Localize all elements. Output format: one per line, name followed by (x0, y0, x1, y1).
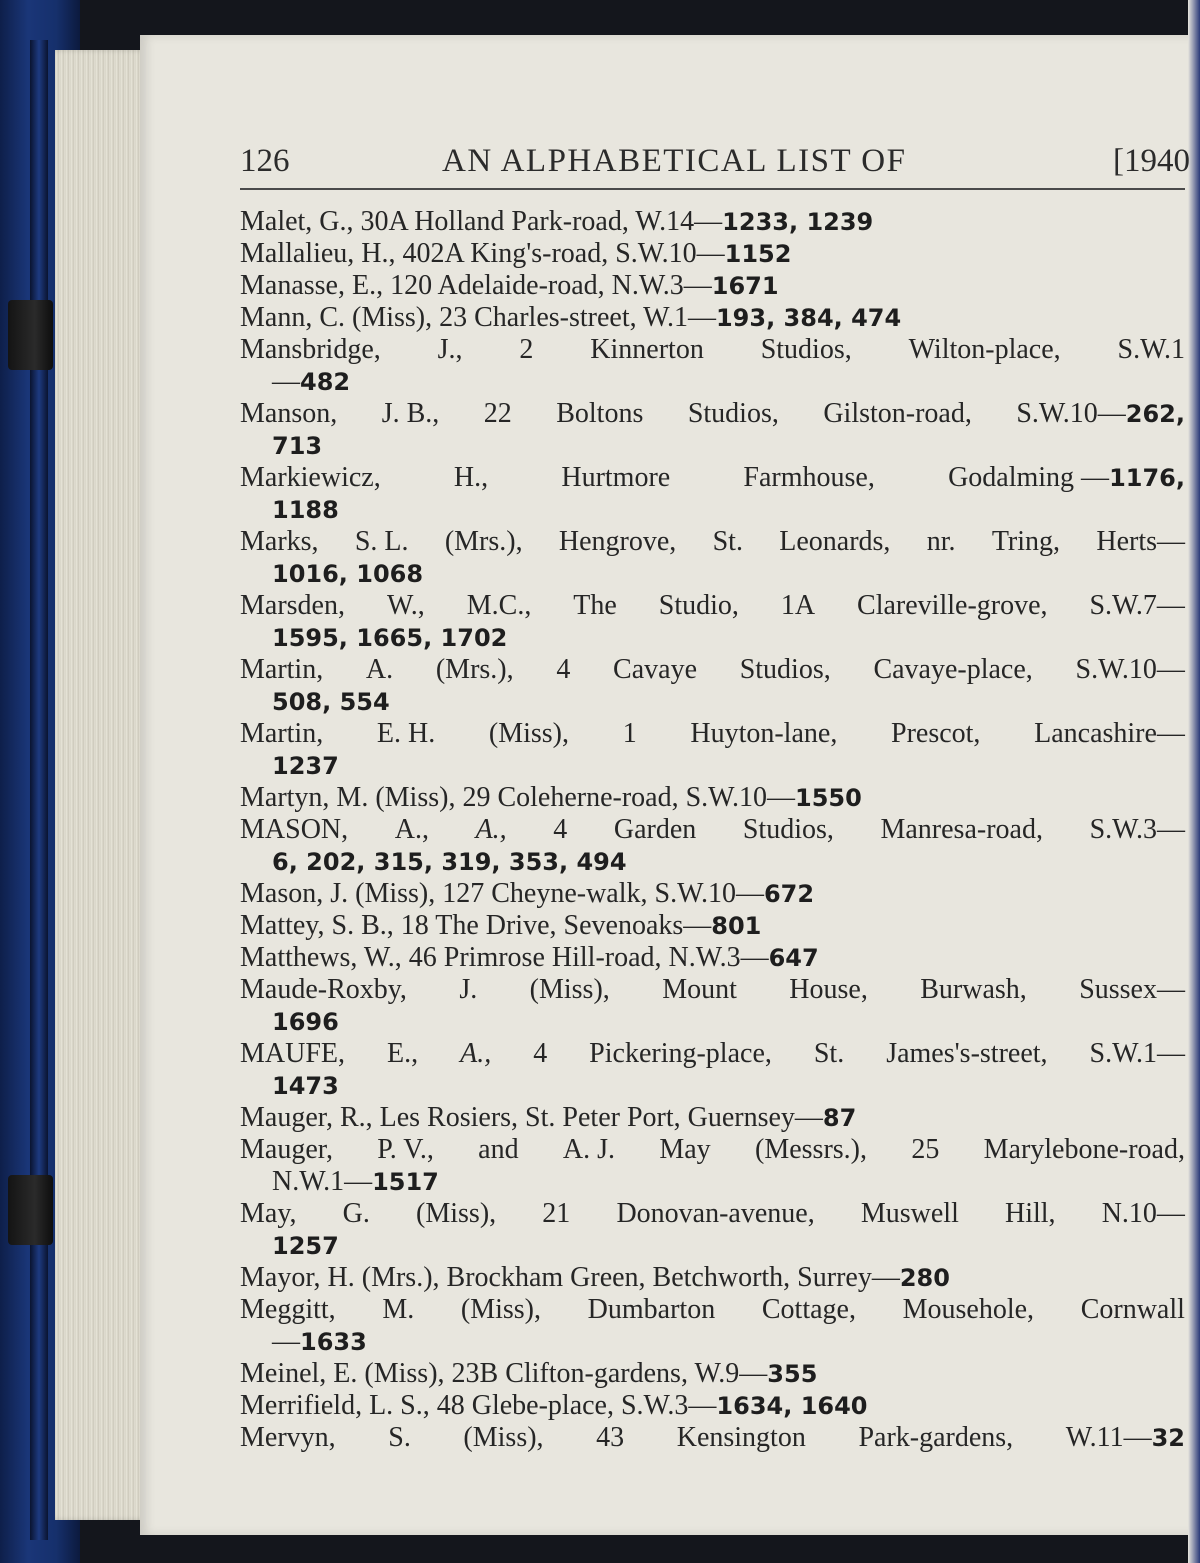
entry-text: E. H. (376, 718, 436, 749)
entry-text: Lancashire— (1034, 718, 1185, 749)
entry-text: Manasse, E., 120 Adelaide-road, N.W.3— (240, 270, 712, 301)
directory-entry (240, 1128, 1185, 1197)
entry-text: (Mrs.), (435, 654, 514, 685)
entry-text: nr. (926, 526, 956, 557)
entry-text: Mason, J. (Miss), 127 Cheyne-walk, S.W.10— (240, 878, 764, 909)
running-header (240, 139, 1190, 183)
entry-text: Park-gardens, (858, 1422, 1014, 1453)
directory-entry (240, 936, 1185, 973)
entry-line (240, 712, 1185, 749)
directory-entry (240, 200, 1185, 237)
entry-text: Marks, (240, 526, 319, 557)
entry-line (240, 648, 1185, 685)
entry-line (240, 1192, 1185, 1229)
entry-text: Cornwall (1080, 1294, 1185, 1325)
entry-text: A., (460, 1038, 492, 1069)
entry-text: Studios, (760, 334, 852, 365)
exhibit-numbers: 6, 202, 315, 319, 353, 494 (272, 848, 627, 876)
entry-text: M.C., (466, 590, 532, 621)
entry-line (240, 232, 1185, 269)
entry-text: 4 (553, 814, 568, 845)
entry-text: Martin, (240, 718, 324, 749)
entry-line (240, 936, 1185, 973)
entry-text: Studio, (658, 590, 739, 621)
entry-text: J., (437, 334, 463, 365)
directory-entry (240, 520, 1185, 588)
entry-text: S.W.1— (1089, 1038, 1185, 1069)
entry-line (240, 1256, 1185, 1293)
directory-entry (240, 968, 1185, 1036)
entry-text: Donovan-avenue, (616, 1198, 815, 1229)
page-fore-edge (55, 50, 150, 1520)
entry-text: Kinnerton (590, 334, 704, 365)
entry-line (240, 296, 1185, 333)
clip-tab-top (8, 300, 53, 370)
entry-text: Mount (662, 974, 737, 1005)
entry-line (240, 264, 1185, 301)
exhibit-numbers: 32 (1151, 1424, 1185, 1452)
entry-list (240, 200, 1185, 1453)
entry-text: A., (475, 814, 507, 845)
entry-text: Matthews, W., 46 Primrose Hill-road, N.W.3— (240, 942, 769, 973)
entry-text: (Miss), (529, 974, 610, 1005)
entry-text: MAUFE, (240, 1038, 346, 1069)
exhibit-numbers: 1633 (300, 1328, 367, 1356)
exhibit-numbers: 1233, 1239 (722, 208, 874, 236)
entry-text: Muswell (860, 1198, 959, 1229)
directory-entry (240, 1192, 1185, 1260)
entry-text: W., (386, 590, 425, 621)
entry-text: Maude-Roxby, (240, 974, 407, 1005)
entry-text: and (478, 1134, 519, 1165)
entry-text: 1A (780, 590, 816, 621)
entry-text: Markiewicz, (240, 462, 381, 493)
entry-text: (Miss), (460, 1294, 542, 1325)
entry-continuation-line (240, 840, 1185, 876)
entry-text: P. V., (377, 1134, 434, 1165)
entry-text: Dumbarton (587, 1294, 716, 1325)
entry-text: H., (453, 462, 489, 493)
entry-line (240, 520, 1185, 557)
exhibit-numbers: 1634, 1640 (716, 1392, 868, 1420)
entry-text: St. (712, 526, 743, 557)
entry-text: M. (382, 1294, 415, 1325)
entry-line (240, 872, 1185, 909)
entry-text: W.11—32 (1065, 1422, 1185, 1453)
page-title: AN ALPHABETICAL LIST OF (442, 143, 907, 179)
entry-text: (Mrs.), (444, 526, 523, 557)
entry-text: Studios, (739, 654, 831, 685)
entry-text: G. (342, 1198, 370, 1229)
entry-text: Tring, (991, 526, 1061, 557)
exhibit-numbers: 355 (767, 1360, 818, 1388)
entry-line (240, 1352, 1185, 1389)
entry-text: May, (240, 1198, 297, 1229)
exhibit-numbers: 280 (899, 1264, 950, 1292)
entry-text: The (573, 590, 617, 621)
exhibit-numbers: 1595, 1665, 1702 (272, 624, 508, 652)
entry-text: Clareville-grove, (857, 590, 1048, 621)
entry-text: James's-street, (886, 1038, 1048, 1069)
entry-text: Malet, G., 30A Holland Park-road, W.14— (240, 206, 723, 237)
entry-text: J. B., (381, 398, 440, 429)
entry-text: MASON, (240, 814, 349, 845)
entry-text: Herts— (1096, 526, 1185, 557)
entry-text: S. L. (354, 526, 409, 557)
directory-entry (240, 328, 1185, 397)
exhibit-numbers: 672 (763, 880, 815, 908)
entry-text: Burwash, (920, 974, 1027, 1005)
entry-line (240, 1128, 1185, 1165)
exhibit-numbers: 1257 (272, 1232, 339, 1260)
directory-entry (240, 712, 1185, 780)
entry-text: Mervyn, (240, 1422, 336, 1453)
entry-text: 21 (542, 1198, 571, 1229)
page-number: 126 (240, 143, 290, 179)
entry-text: S. (388, 1422, 411, 1453)
entry-text: Hurtmore (561, 462, 671, 493)
cover-edge (30, 40, 48, 1540)
directory-entry (240, 584, 1185, 652)
directory-entry (240, 904, 1185, 941)
directory-entry (240, 392, 1185, 460)
entry-text: Manresa-road, (880, 814, 1043, 845)
entry-text: (Miss), (416, 1198, 497, 1229)
entry-line (240, 904, 1185, 941)
exhibit-numbers: 262, (1125, 400, 1185, 428)
entry-text: Pickering-place, (589, 1038, 772, 1069)
exhibit-numbers: 1152 (724, 240, 792, 268)
year-label: [1940 (1113, 143, 1190, 179)
exhibit-numbers: 1188 (272, 496, 339, 524)
entry-text: St. (813, 1038, 845, 1069)
exhibit-numbers: 801 (711, 912, 762, 940)
directory-entry (240, 872, 1185, 909)
entry-line (240, 1032, 1185, 1069)
directory-entry (240, 808, 1185, 876)
entry-text: A. (365, 654, 394, 685)
directory-entry (240, 1352, 1185, 1389)
entry-text: — (272, 1326, 300, 1357)
directory-entry (240, 1096, 1185, 1133)
entry-text: Huyton-lane, (690, 718, 838, 749)
entry-line (240, 584, 1185, 621)
directory-entry (240, 1032, 1185, 1100)
entry-text: Mauger, R., Les Rosiers, St. Peter Port, Guernsey— (240, 1102, 823, 1133)
entry-text: N.10— (1101, 1198, 1185, 1229)
entry-text: 4 (556, 654, 571, 685)
entry-text: Mallalieu, H., 402A King's-road, S.W.10— (240, 238, 725, 269)
entry-text: Sussex— (1079, 974, 1185, 1005)
entry-text: Merrifield, L. S., 48 Glebe-place, S.W.3— (240, 1390, 717, 1421)
entry-text: Marsden, (240, 590, 345, 621)
entry-text: S.W.10—262, (1016, 398, 1185, 429)
entry-text: (Messrs.), (755, 1134, 867, 1165)
exhibit-numbers: 1016, 1068 (272, 560, 424, 588)
entry-text: Hill, (1004, 1198, 1056, 1229)
entry-text: Mattey, S. B., 18 The Drive, Sevenoaks— (240, 910, 712, 941)
entry-text: Meinel, E. (Miss), 23B Clifton-gardens, W.9— (240, 1358, 768, 1389)
entry-text: Wilton-place, (908, 334, 1061, 365)
entry-text: 1 (622, 718, 637, 749)
entry-text: Mayor, H. (Mrs.), Brockham Green, Betchworth, Surrey— (240, 1262, 900, 1293)
exhibit-numbers: 508, 554 (272, 688, 390, 716)
entry-line (240, 328, 1185, 365)
exhibit-numbers: 1550 (795, 784, 862, 812)
entry-line (240, 776, 1185, 813)
entry-text: 4 (533, 1038, 548, 1069)
entry-text: Marylebone-road, (983, 1134, 1185, 1165)
entry-text: Kensington (676, 1422, 806, 1453)
entry-line (240, 392, 1185, 429)
entry-text: Mauger, (240, 1134, 333, 1165)
directory-entry (240, 456, 1185, 524)
exhibit-numbers: 1237 (272, 752, 339, 780)
entry-text: S.W.3— (1089, 814, 1185, 845)
entry-line (240, 808, 1185, 845)
exhibit-numbers: 193, 384, 474 (715, 304, 902, 332)
entry-text: Godalming —1176, (948, 462, 1185, 493)
exhibit-numbers: 1696 (272, 1008, 339, 1036)
entry-line (240, 200, 1185, 237)
entry-text: Studios, (687, 398, 779, 429)
entry-text: J. (459, 974, 478, 1005)
exhibit-numbers: 1671 (711, 272, 779, 300)
exhibit-numbers: 713 (272, 432, 323, 460)
directory-entry (240, 1416, 1185, 1453)
entry-text: Mousehole, (902, 1294, 1035, 1325)
entry-line (240, 456, 1185, 493)
exhibit-numbers: 647 (768, 944, 819, 972)
entry-text: Martin, (240, 654, 324, 685)
exhibit-numbers: 87 (822, 1104, 857, 1132)
entry-text: S.W.1 (1117, 334, 1185, 365)
entry-text: S.W.10— (1075, 654, 1185, 685)
entry-text: (Miss), (463, 1422, 544, 1453)
entry-text: Studios, (742, 814, 834, 845)
exhibit-numbers: 482 (300, 368, 351, 396)
directory-entry (240, 776, 1185, 813)
entry-text: 22 (483, 398, 512, 429)
entry-text: Gilston-road, (823, 398, 972, 429)
entry-text: Garden (613, 814, 697, 845)
entry-text: 25 (911, 1134, 940, 1165)
entry-text: Mansbridge, (240, 334, 381, 365)
entry-line (240, 1288, 1185, 1325)
entry-text: N.W.1— (272, 1166, 373, 1197)
entry-continuation-line (240, 680, 1185, 716)
header-rule (240, 188, 1185, 190)
entry-text: Hengrove, (558, 526, 677, 557)
entry-text: Cavaye (613, 654, 697, 685)
entry-text: Cavaye-place, (873, 654, 1033, 685)
entry-text: 2 (519, 334, 534, 365)
exhibit-numbers: 1176, (1109, 464, 1185, 492)
directory-entry (240, 648, 1185, 716)
entry-text: Meggitt, (240, 1294, 336, 1325)
directory-entry (240, 1288, 1185, 1357)
entry-line (240, 1416, 1185, 1453)
entry-text: Manson, (240, 398, 338, 429)
directory-entry (240, 1384, 1185, 1421)
entry-text: May (659, 1134, 711, 1165)
entry-text: E., (387, 1038, 419, 1069)
entry-text: Farmhouse, (743, 462, 875, 493)
entry-line (240, 1096, 1185, 1133)
entry-text: Martyn, M. (Miss), 29 Coleherne-road, S.W.10— (240, 782, 796, 813)
entry-text: Mann, C. (Miss), 23 Charles-street, W.1— (240, 302, 716, 333)
entry-text: 43 (596, 1422, 625, 1453)
entry-text: Cottage, (761, 1294, 856, 1325)
exhibit-numbers: 1517 (372, 1168, 439, 1196)
entry-text: A. J. (562, 1134, 616, 1165)
entry-text: A., (394, 814, 429, 845)
entry-text: Prescot, (891, 718, 981, 749)
exhibit-numbers: 1473 (272, 1072, 339, 1100)
entry-text: (Miss), (488, 718, 570, 749)
entry-text: Boltons (556, 398, 644, 429)
entry-text: House, (789, 974, 868, 1005)
clip-tab-bottom (8, 1175, 53, 1245)
directory-entry (240, 232, 1185, 269)
directory-entry (240, 1256, 1185, 1293)
entry-text: Leonards, (779, 526, 891, 557)
directory-entry (240, 296, 1185, 333)
entry-text: S.W.7— (1089, 590, 1185, 621)
binding-edge (1188, 0, 1200, 1563)
entry-line (240, 1384, 1185, 1421)
directory-entry (240, 264, 1185, 301)
entry-text: — (272, 366, 300, 397)
entry-line (240, 968, 1185, 1005)
